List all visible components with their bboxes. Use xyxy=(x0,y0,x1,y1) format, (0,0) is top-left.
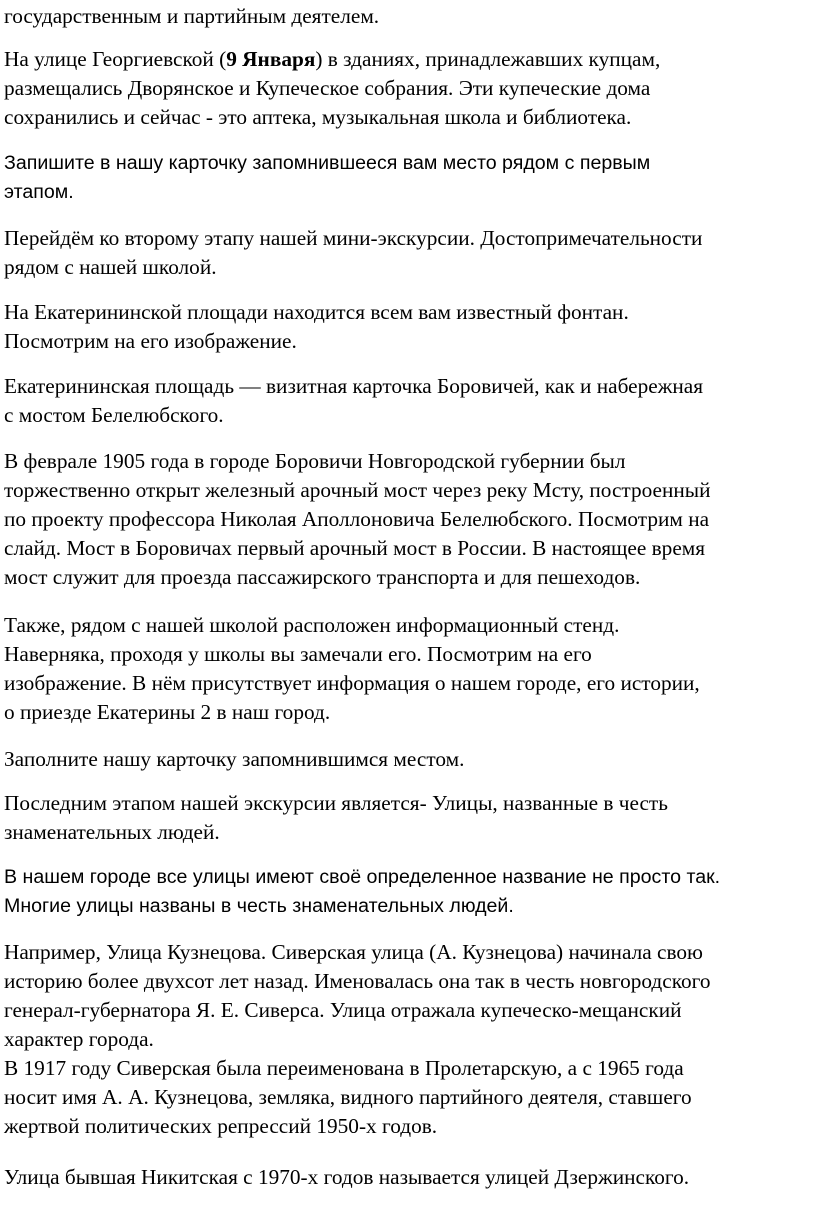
paragraph-4 xyxy=(4,224,814,282)
text-line xyxy=(4,45,814,74)
text-line: В 1917 году Сиверская была переименована в Пролетарскую, а с 1965 года xyxy=(4,1056,684,1080)
paragraph-6 xyxy=(4,372,814,430)
text-line: слайд. Мост в Боровичах первый арочный мост в России. В настоящее время xyxy=(4,536,706,560)
text-line: В феврале 1905 года в городе Боровичи Новгородской губернии был xyxy=(4,449,626,473)
text-line: На Екатерининской площади находится всем вам известный фонтан. xyxy=(4,300,629,324)
text-line: Наверняка, проходя у школы вы замечали его. Посмотрим на его xyxy=(4,642,592,666)
paragraph-11 xyxy=(4,863,814,921)
text-line: с мостом Белелюбского. xyxy=(4,403,224,427)
text-line: сохранились и сейчас - это аптека, музыкальная школа и библиотека. xyxy=(4,105,632,129)
text-line: Последним этапом нашей экскурсии является- Улицы, названные в честь xyxy=(4,791,668,815)
text-line: мост служит для проезда пассажирского транспорта и для пешеходов. xyxy=(4,565,641,589)
text-line: В нашем городе все улицы имеют своё определенное название не просто так. xyxy=(4,866,721,888)
text-line: характер города. xyxy=(4,1027,154,1051)
paragraph-1 xyxy=(4,2,814,31)
text-line: генерал-губернатора Я. Е. Сиверса. Улица отражала купеческо-мещанский xyxy=(4,998,682,1022)
paragraph-9 xyxy=(4,745,814,774)
paragraph-12 xyxy=(4,938,814,1141)
text-run: ) в зданиях, принадлежавших купцам, xyxy=(315,47,661,71)
text-line: Многие улицы названы в честь знаменательных людей. xyxy=(4,895,514,917)
paragraph-8 xyxy=(4,611,814,727)
text-line: рядом с нашей школой. xyxy=(4,255,217,279)
text-line: Заполните нашу карточку запомнившимся местом. xyxy=(4,747,465,771)
text-run: На улице Георгиевской ( xyxy=(4,47,227,71)
text-line: знаменательных людей. xyxy=(4,820,220,844)
text-line: изображение. В нём присутствует информация о нашем городе, его истории, xyxy=(4,671,700,695)
bold-text: 9 Января xyxy=(226,47,316,71)
text-line: Запишите в нашу карточку запомнившееся вам место рядом с первым xyxy=(4,152,651,174)
paragraph-13 xyxy=(4,1163,814,1192)
paragraph-2 xyxy=(4,45,814,132)
text-line: государственным и партийным деятелем. xyxy=(4,4,380,28)
text-line: Посмотрим на его изображение. xyxy=(4,329,297,353)
text-line: по проекту профессора Николая Аполлоновича Белелюбского. Посмотрим на xyxy=(4,507,710,531)
text-line: Екатерининская площадь — визитная карточка Боровичей, как и набережная xyxy=(4,374,704,398)
text-line: Перейдём ко второму этапу нашей мини-экскурсии. Достопримечательности xyxy=(4,226,703,250)
paragraph-5 xyxy=(4,298,814,356)
paragraph-3 xyxy=(4,149,814,207)
text-line: жертвой политических репрессий 1950-х годов. xyxy=(4,1114,438,1138)
text-line: размещались Дворянское и Купеческое собрания. Эти купеческие дома xyxy=(4,76,651,100)
text-line: торжественно открыт железный арочный мост через реку Мсту, построенный xyxy=(4,478,711,502)
text-line: историю более двухсот лет назад. Именовалась она так в честь новгородского xyxy=(4,969,711,993)
text-line: о приезде Екатерины 2 в наш город. xyxy=(4,700,331,724)
paragraph-10 xyxy=(4,789,814,847)
text-line: этапом. xyxy=(4,181,74,203)
text-line: Улица бывшая Никитская с 1970-х годов называется улицей Дзержинского. xyxy=(4,1165,690,1189)
text-line: Также, рядом с нашей школой расположен информационный стенд. xyxy=(4,613,620,637)
paragraph-7 xyxy=(4,447,814,592)
text-line: Например, Улица Кузнецова. Сиверская улица (А. Кузнецова) начинала свою xyxy=(4,940,703,964)
text-line: носит имя А. А. Кузнецова, земляка, видного партийного деятеля, ставшего xyxy=(4,1085,692,1109)
